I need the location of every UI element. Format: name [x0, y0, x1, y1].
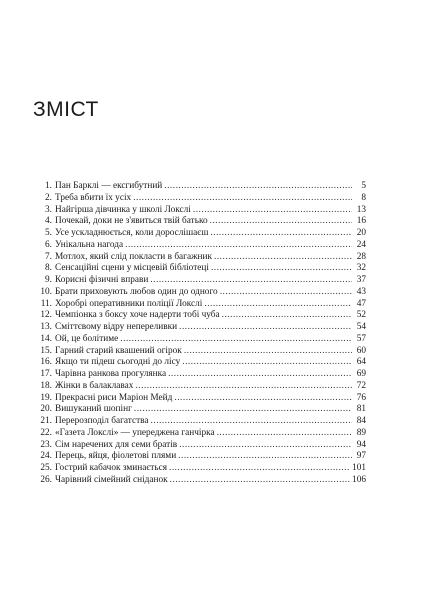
toc-dot-leader	[179, 440, 352, 452]
toc-entry-number: 21.	[40, 416, 52, 426]
toc-entry-title: «Газета Локслі» — упереджена ганчірка	[55, 427, 215, 438]
toc-entry-page: 24	[356, 239, 366, 250]
toc-entry	[30, 287, 366, 299]
toc-entry-page: 28	[356, 251, 366, 262]
toc-entry	[30, 322, 366, 334]
toc-entry-number: 26.	[40, 474, 52, 485]
toc-dot-leader	[164, 181, 352, 193]
toc-entry-title: Мотлох, який слід покласти в багажник	[55, 251, 213, 262]
toc-entry-page: 76	[356, 392, 366, 403]
toc-entry-page: 37	[356, 275, 366, 285]
toc-entry-title: Прекрасні риси Маріон Мейд	[55, 392, 173, 403]
toc-entry-title: Треба вбити їх усіх	[55, 192, 132, 203]
toc-entry-number: 18.	[40, 380, 52, 391]
toc-entry-number: 17.	[40, 369, 52, 379]
toc-entry	[30, 240, 366, 252]
toc-entry-number: 4.	[45, 216, 52, 227]
toc-dot-leader	[134, 404, 352, 416]
toc-entry-page: 97	[356, 451, 366, 462]
toc-entry	[30, 346, 366, 358]
toc-dot-leader	[133, 193, 352, 205]
toc-dot-leader	[169, 463, 350, 475]
toc-entry	[30, 475, 366, 487]
toc-entry	[30, 216, 366, 228]
toc-dot-leader	[135, 381, 352, 393]
toc-entry-page: 54	[356, 322, 366, 332]
toc-entry-title: Чемпіонка з боксу хоче надерти тобі чуба	[55, 310, 220, 321]
toc-entry	[30, 263, 366, 275]
toc-entry-number: 15.	[40, 345, 52, 356]
toc-entry-title: Пан Барклі — ексгибутний	[55, 181, 163, 191]
toc-entry	[30, 193, 366, 205]
toc-entry	[30, 381, 366, 393]
toc-entry-number: 9.	[45, 275, 52, 285]
toc-entry-title: Сенсаційні сцени у місцевій бібліотеці	[55, 263, 209, 274]
toc-entry-title: Жінки в балаклавах	[55, 380, 134, 391]
toc-entry-title: Якщо ти підеш сьогодні до лісу	[55, 357, 181, 368]
toc-dot-leader	[174, 393, 352, 405]
toc-dot-leader	[222, 310, 352, 322]
toc-entry-page: 8	[361, 192, 366, 203]
toc-entry-title: Гострий кабачок зминається	[55, 463, 168, 473]
toc-entry-number: 19.	[40, 392, 52, 403]
toc-entry-page: 16	[356, 216, 366, 227]
toc-entry-number: 25.	[40, 463, 52, 473]
toc-dot-leader	[210, 228, 352, 240]
toc-entry-number: 3.	[45, 204, 52, 215]
toc-dot-leader	[204, 299, 352, 311]
toc-dot-leader	[179, 322, 352, 334]
toc-entry-number: 2.	[45, 192, 52, 203]
toc-dot-leader	[193, 205, 352, 217]
toc-entry	[30, 228, 366, 240]
toc-dot-leader	[151, 416, 352, 428]
toc-entry-page: 69	[356, 369, 366, 379]
toc-entry-title: Сім наречених для семи братів	[55, 439, 178, 450]
toc-entry	[30, 299, 366, 311]
toc-entry	[30, 334, 366, 346]
toc-heading: ЗМІСТ	[33, 98, 99, 121]
toc-dot-leader	[214, 252, 352, 264]
toc-dot-leader	[125, 240, 352, 252]
toc-entry-number: 7.	[45, 251, 52, 262]
toc-entry	[30, 463, 366, 475]
toc-dot-leader	[150, 275, 352, 287]
toc-entry-page: 20	[356, 228, 366, 238]
toc-entry-page: 60	[356, 345, 366, 356]
toc-entry-title: Унікальна нагода	[55, 239, 124, 250]
toc-entry-page: 32	[356, 263, 366, 274]
toc-entry-page: 57	[356, 333, 366, 344]
toc-dot-leader	[178, 451, 352, 463]
toc-entry	[30, 451, 366, 463]
toc-entry	[30, 369, 366, 381]
toc-entry-number: 12.	[40, 310, 52, 321]
toc-entry-page: 47	[356, 298, 366, 309]
toc-dot-leader	[170, 475, 350, 487]
toc-entry	[30, 428, 366, 440]
toc-entry-page: 43	[356, 286, 366, 297]
toc-entry-title: Ой, це болітиме	[55, 333, 119, 344]
toc-entry-number: 8.	[45, 263, 52, 274]
toc-entry-number: 11.	[40, 298, 52, 309]
toc-entry	[30, 205, 366, 217]
toc-entry-page: 5	[361, 181, 366, 191]
toc-dot-leader	[220, 287, 352, 299]
toc-entry-number: 10.	[40, 286, 52, 297]
toc-entry	[30, 357, 366, 369]
toc-entry-page: 64	[356, 357, 366, 368]
toc-entry-number: 14.	[40, 333, 52, 344]
toc-entry-page: 13	[356, 204, 366, 215]
toc-entry-number: 1.	[45, 181, 52, 191]
toc-entry-page: 101	[352, 463, 366, 473]
toc-dot-leader	[210, 216, 352, 228]
toc-entry-title: Усе ускладнюється, коли дорослішаєш	[55, 228, 209, 238]
toc-dot-leader	[182, 357, 352, 369]
toc-entry	[30, 252, 366, 264]
toc-entry-title: Перець, яйця, фіолетові плями	[55, 451, 177, 462]
toc-entry	[30, 416, 366, 428]
toc-entry-number: 13.	[40, 322, 52, 332]
toc-entry-title: Найгірша дівчинка у школі Локслі	[55, 204, 191, 215]
toc-entry	[30, 275, 366, 287]
toc-entry-page: 72	[356, 380, 366, 391]
toc-entry	[30, 181, 366, 193]
toc-entry-page: 94	[356, 439, 366, 450]
toc-entry-page: 84	[356, 416, 366, 426]
toc-dot-leader	[184, 346, 352, 358]
toc-dot-leader	[120, 334, 352, 346]
toc-dot-leader	[211, 263, 352, 275]
toc-entry-title: Хоробрі оперативники поліції Локслі	[55, 298, 203, 309]
toc-entry-page: 52	[356, 310, 366, 321]
toc-entry-number: 20.	[40, 404, 52, 415]
toc-entry-number: 22.	[40, 427, 52, 438]
toc-dot-leader	[217, 428, 352, 440]
toc-entry-title: Чарівний сімейний сніданок	[55, 474, 168, 485]
toc-entry-page: 106	[352, 474, 366, 485]
toc-entry-title: Брати приховують любов один до одного	[55, 286, 218, 297]
toc-entry-title: Чарівна ранкова прогулянка	[55, 369, 167, 379]
toc-entry	[30, 310, 366, 322]
toc-entry-title: Почекай, доки не з'явиться твій батько	[55, 216, 208, 227]
toc-entry	[30, 440, 366, 452]
toc-entry-page: 81	[356, 404, 366, 415]
toc-entry-number: 5.	[45, 228, 52, 238]
toc-entry-number: 16.	[40, 357, 52, 368]
toc-entry-number: 23.	[40, 439, 52, 450]
toc-dot-leader	[168, 369, 352, 381]
toc-entry-title: Сміттєвому відру непереливки	[55, 322, 178, 332]
toc-entry	[30, 404, 366, 416]
toc-entry	[30, 393, 366, 405]
toc-entry-title: Корисні фізичні вправи	[55, 275, 149, 285]
toc-entry-title: Вишуканий шопінг	[55, 404, 132, 415]
toc-entry-number: 24.	[40, 451, 52, 462]
toc-entry-number: 6.	[45, 239, 52, 250]
toc-entry-title: Перерозподіл багатства	[55, 416, 149, 426]
toc-entry-page: 89	[356, 427, 366, 438]
toc-entry-title: Гарний старий квашений огірок	[55, 345, 182, 356]
toc-list	[30, 181, 366, 487]
